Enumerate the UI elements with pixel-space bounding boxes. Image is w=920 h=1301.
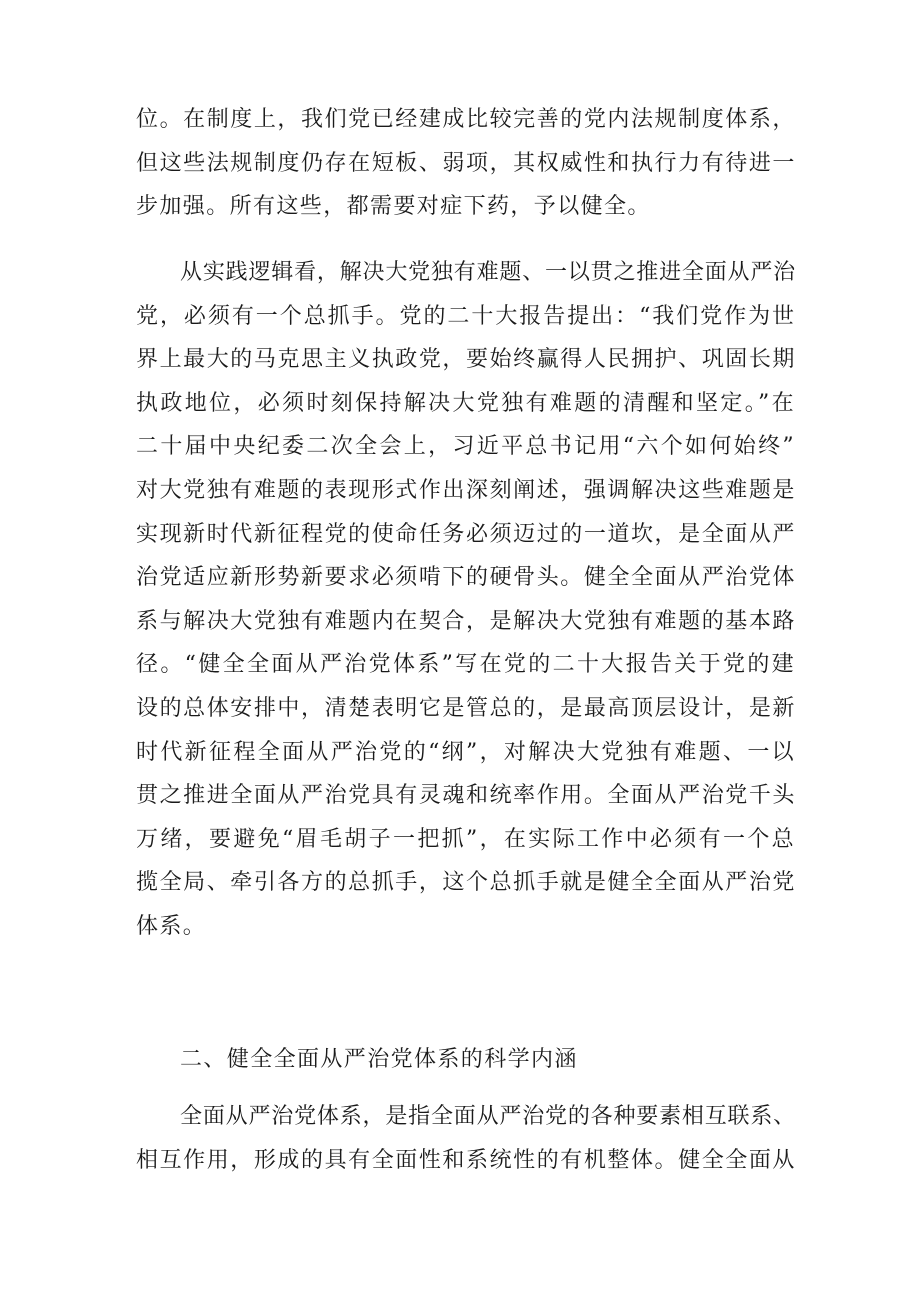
text-line: 但这些法规制度仍存在短板、弱项，其权威性和执行力有待进一	[136, 150, 796, 176]
text-line: 党，必须有一个总抓手。党的二十大报告提出：“我们党作为世	[136, 303, 796, 329]
text-line: 实现新时代新征程党的使命任务必须迈过的一道坎，是全面从严	[136, 521, 796, 547]
paragraph-continued	[136, 98, 796, 229]
text-line: 系与解决大党独有难题内在契合，是解决大党独有难题的基本路	[136, 608, 796, 634]
text-line: 界上最大的马克思主义执政党，要始终赢得人民拥护、巩固长期	[136, 347, 796, 373]
text-line: 径。“健全全面从严治党体系”写在党的二十大报告关于党的建	[136, 652, 796, 678]
text-line: 步加强。所有这些，都需要对症下药，予以健全。	[136, 194, 651, 220]
text-line: 执政地位，必须时刻保持解决大党独有难题的清醒和坚定。”在	[136, 390, 796, 416]
section-heading: 二、健全全面从严治党体系的科学内涵	[180, 1047, 578, 1072]
text-line: 二十届中央纪委二次全会上，习近平总书记用“六个如何始终”	[136, 434, 796, 460]
text-line: 相互作用，形成的具有全面性和系统性的有机整体。健全全面从	[136, 1147, 796, 1173]
text-line: 时代新征程全面从严治党的“纲”，对解决大党独有难题、一以	[136, 739, 796, 765]
text-line: 全面从严治党体系，是指全面从严治党的各种要素相互联系、	[180, 1104, 796, 1129]
text-line: 位。在制度上，我们党已经建成比较完善的党内法规制度体系，	[136, 107, 796, 132]
text-line: 揽全局、牵引各方的总抓手，这个总抓手就是健全全面从严治党	[136, 870, 796, 896]
text-line: 万绪，要避免“眉毛胡子一把抓”，在实际工作中必须有一个总	[136, 826, 796, 852]
text-line: 贯之推进全面从严治党具有灵魂和统率作用。全面从严治党千头	[136, 783, 796, 809]
text-line: 治党适应新形势新要求必须啃下的硬骨头。健全全面从严治党体	[136, 565, 796, 591]
text-line: 体系。	[136, 913, 207, 939]
text-line: 对大党独有难题的表现形式作出深刻阐述，强调解决这些难题是	[136, 477, 796, 503]
paragraph-scientific-connotation	[136, 1095, 796, 1182]
text-line: 设的总体安排中，清楚表明它是管总的，是最高顶层设计，是新	[136, 695, 796, 721]
paragraph-practice-logic	[136, 251, 796, 949]
text-line: 从实践逻辑看，解决大党独有难题、一以贯之推进全面从严治	[180, 260, 796, 285]
